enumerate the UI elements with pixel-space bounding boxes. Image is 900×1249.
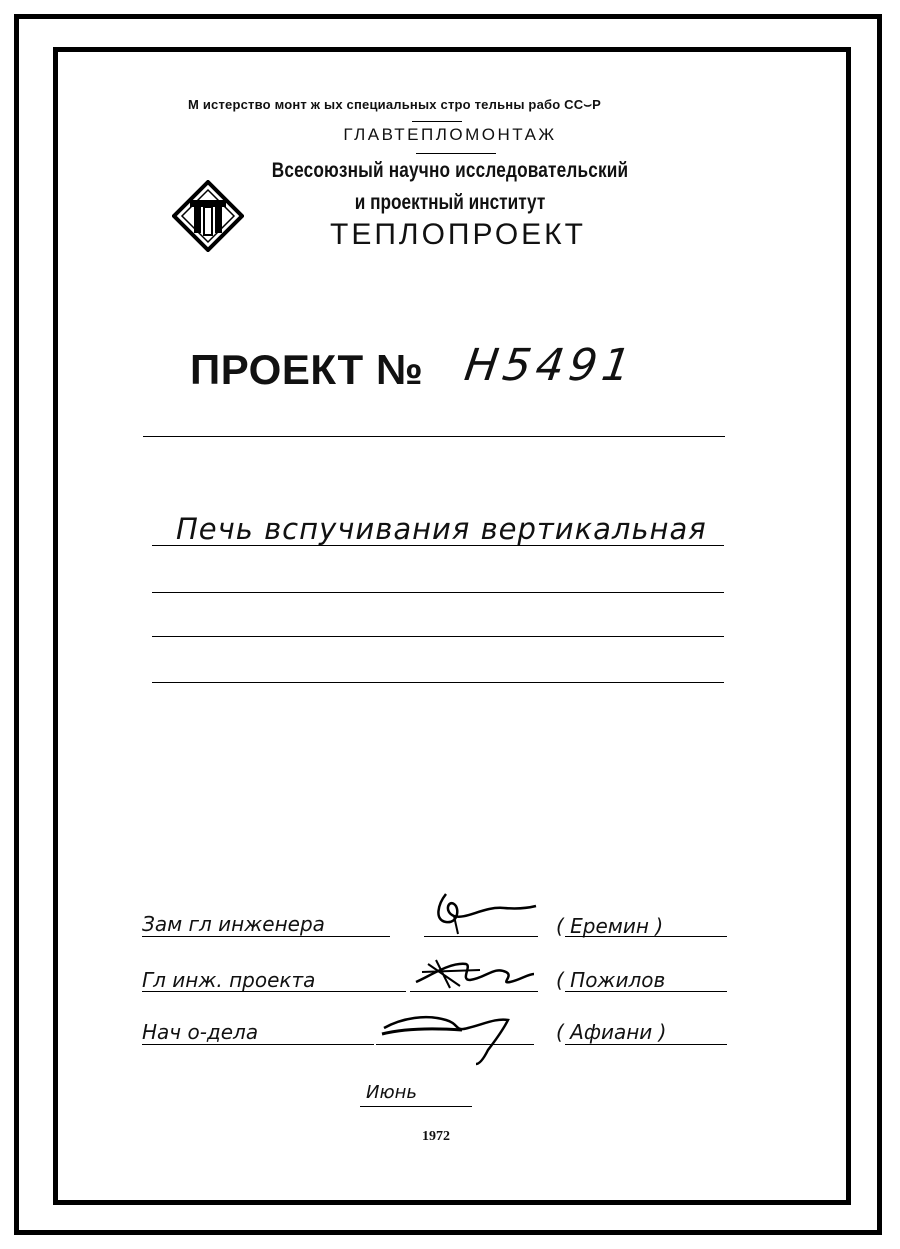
role-label: Зам гл инженера [142, 912, 325, 936]
role-label: Нач о-дела [142, 1020, 259, 1044]
blank-line [152, 592, 724, 593]
signature-image [424, 886, 540, 938]
signature-image [376, 1006, 516, 1068]
signature-line [410, 991, 538, 992]
signer-name: ( Афиани ) [556, 1020, 667, 1044]
year: 1972 [422, 1129, 450, 1144]
divider [143, 436, 725, 437]
divider [412, 121, 462, 122]
month-line [360, 1106, 472, 1107]
blank-line [152, 636, 724, 637]
institute-logo-icon [172, 180, 244, 252]
institute-name: ТЕПЛОПРОЕКТ [330, 218, 586, 251]
signature-line [142, 991, 406, 992]
project-label: ПРОЕКТ № [190, 346, 424, 393]
institute-line-1: Всесоюзный научно исследовательский [271, 159, 629, 182]
glav-name: ГЛАВТЕПЛОМОНТАЖ [343, 125, 557, 144]
signature-line [142, 1044, 374, 1045]
signature-line [142, 936, 390, 937]
ministry-name: М истерство монт ж ых специальных стро тельны рабо СС⌣Р [188, 97, 601, 112]
name-line [565, 1044, 727, 1045]
month: Июнь [366, 1082, 417, 1103]
divider [416, 153, 496, 154]
blank-line [152, 682, 724, 683]
signer-name: ( Пожилов [556, 968, 666, 992]
name-line [565, 936, 727, 937]
signature-line [376, 1044, 534, 1045]
institute-line-2: и проектный институт [354, 191, 546, 214]
name-line [565, 991, 727, 992]
project-number: Н5491 [461, 340, 639, 391]
signature-image [410, 952, 540, 994]
project-title: Печь вспучивания вертикальная [176, 512, 707, 546]
signature-line [424, 936, 538, 937]
signer-name: ( Еремин ) [556, 914, 664, 938]
title-underline [152, 545, 724, 546]
role-label: Гл инж. проекта [142, 968, 316, 992]
